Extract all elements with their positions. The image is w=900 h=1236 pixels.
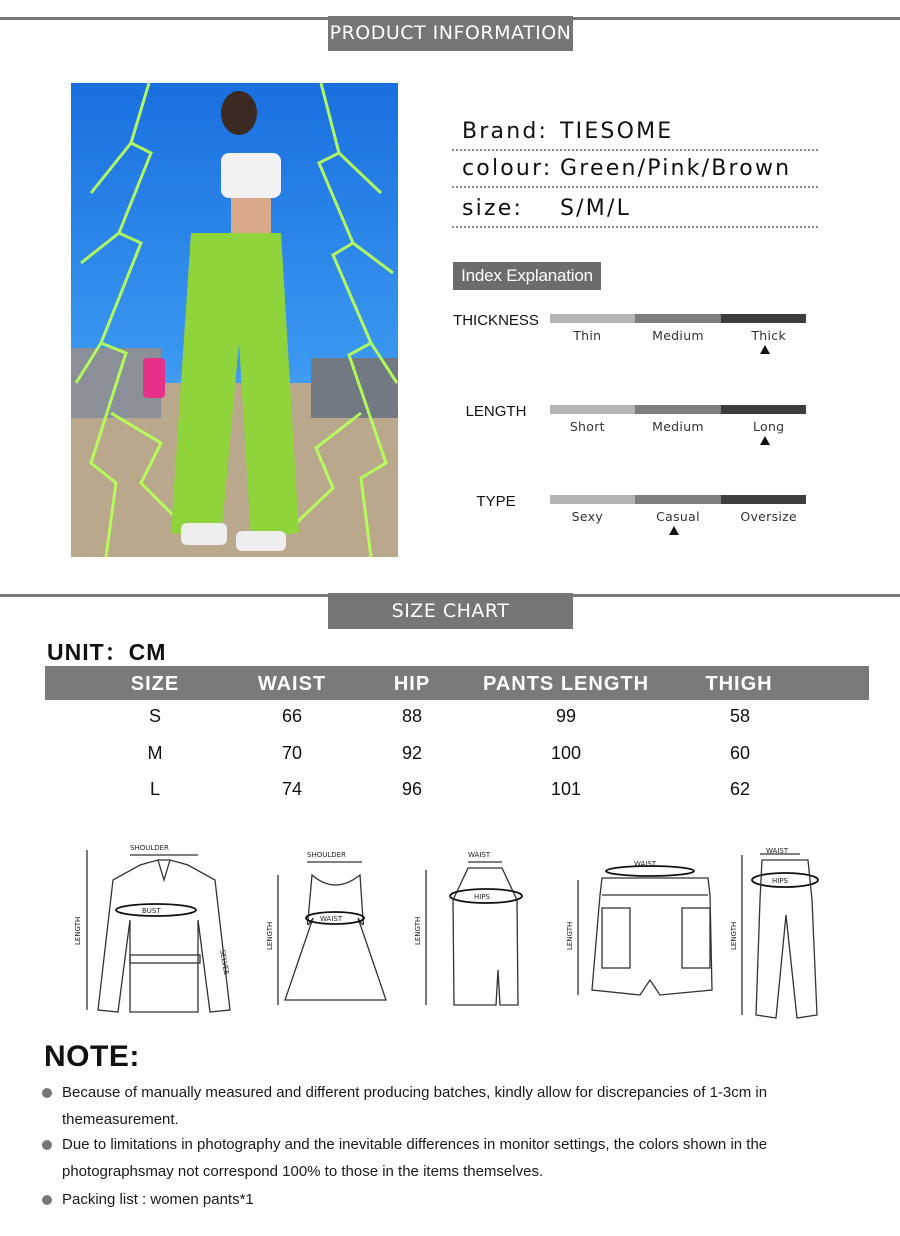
jacket-diagram [74, 844, 230, 1012]
skirt-length-label: LENGTH [414, 916, 422, 945]
cell-hip: 92 [401, 743, 423, 763]
dress-waist-label: WAIST [320, 915, 343, 923]
jacket-sleeve-label: SELVEE [218, 948, 231, 976]
length-selected-marker [760, 436, 770, 445]
size-row [452, 188, 818, 228]
dress-shoulder-label: SHOULDER [307, 851, 346, 859]
brand-label: Brand: [462, 119, 549, 144]
pants-length-label: LENGTH [730, 921, 738, 950]
cell-hip: 96 [401, 779, 423, 799]
thickness-options [542, 328, 814, 343]
type-option-oversize: Oversize [740, 509, 798, 524]
type-scale-bar [550, 495, 806, 504]
jacket-length-label: LENGTH [74, 916, 82, 945]
cell-pants-length: 101 [550, 779, 582, 799]
type-selected-marker [669, 526, 679, 535]
length-title: LENGTH [465, 403, 527, 420]
cell-size: L [149, 779, 161, 799]
type-title: TYPE [476, 493, 516, 510]
cell-waist: 70 [281, 743, 303, 763]
note-bullet [42, 1140, 52, 1150]
length-option-long: Long [752, 419, 785, 434]
product-information-heading: PRODUCT INFORMATION [328, 16, 573, 51]
jacket-bust-label: BUST [142, 907, 161, 915]
length-option-short: Short [569, 419, 605, 434]
size-label: size: [462, 196, 524, 221]
dress-diagram [266, 851, 386, 1005]
size-table-header [45, 666, 869, 700]
thickness-option-medium: Medium [652, 328, 704, 343]
note-item: Packing list : women pants*1 [62, 1191, 254, 1208]
length-option-medium: Medium [652, 419, 704, 434]
thickness-selected-marker [760, 345, 770, 354]
cell-thigh: 58 [729, 706, 751, 726]
skirt-waist-label: WAIST [468, 851, 491, 859]
cell-size: M [147, 743, 163, 763]
note-item: Due to limitations in photography and the inevitable differences in monitor settings, the colors shown in the photographsmay not correspond 100% to those in the items themselves. [62, 1136, 768, 1180]
brand-row [452, 111, 818, 151]
cell-pants-length: 99 [555, 706, 577, 726]
col-pants-length: PANTS LENGTH [482, 673, 650, 695]
product-photo [71, 83, 398, 557]
type-options [542, 509, 814, 524]
cell-waist: 66 [281, 706, 303, 726]
colour-row [452, 148, 818, 188]
cell-hip: 88 [401, 706, 423, 726]
thickness-title: THICKNESS [453, 312, 539, 329]
cell-pants-length: 100 [550, 743, 582, 763]
shorts-diagram [566, 860, 712, 995]
colour-value: Green/Pink/Brown [560, 156, 792, 181]
colour-label: colour: [462, 156, 553, 181]
brand-value: TIESOME [560, 119, 674, 144]
note-bullet [42, 1088, 52, 1098]
size-chart-heading: SIZE CHART [328, 593, 573, 629]
col-hip: HIP [393, 673, 431, 695]
note-title: NOTE: [44, 1040, 140, 1073]
pants-hips-label: HIPS [772, 877, 788, 885]
cell-thigh: 60 [729, 743, 751, 763]
col-thigh: THIGH [705, 673, 773, 695]
pants-waist-label: WAIST [766, 847, 789, 855]
thickness-option-thick: Thick [751, 328, 786, 343]
jacket-shoulder-label: SHOULDER [130, 844, 169, 852]
thickness-option-thin: Thin [573, 328, 602, 343]
type-option-sexy: Sexy [571, 509, 604, 524]
length-scale-bar [550, 405, 806, 414]
dress-length-label: LENGTH [266, 921, 274, 950]
pants-diagram [730, 847, 818, 1018]
thickness-scale-bar [550, 314, 806, 323]
cell-size: S [148, 706, 162, 726]
type-option-casual: Casual [656, 509, 700, 524]
cell-thigh: 62 [729, 779, 751, 799]
unit-label: UNIT：CM [47, 639, 167, 665]
note-bullet [42, 1195, 52, 1205]
note-item: Because of manually measured and different producing batches, kindly allow for discrepancies of 1-3cm in themeasurement. [62, 1084, 768, 1128]
measurement-diagrams [70, 840, 830, 1030]
index-explanation-badge: Index Explanation [453, 262, 601, 290]
cell-waist: 74 [281, 779, 303, 799]
size-value: S/M/L [560, 196, 632, 221]
col-size: SIZE [130, 673, 180, 695]
col-waist: WAIST [257, 673, 327, 695]
skirt-diagram [414, 851, 522, 1005]
skirt-hips-label: HIPS [474, 893, 490, 901]
shorts-waist-label: WAIST [634, 860, 657, 868]
length-options [542, 419, 814, 434]
shorts-length-label: LENGTH [566, 921, 574, 950]
